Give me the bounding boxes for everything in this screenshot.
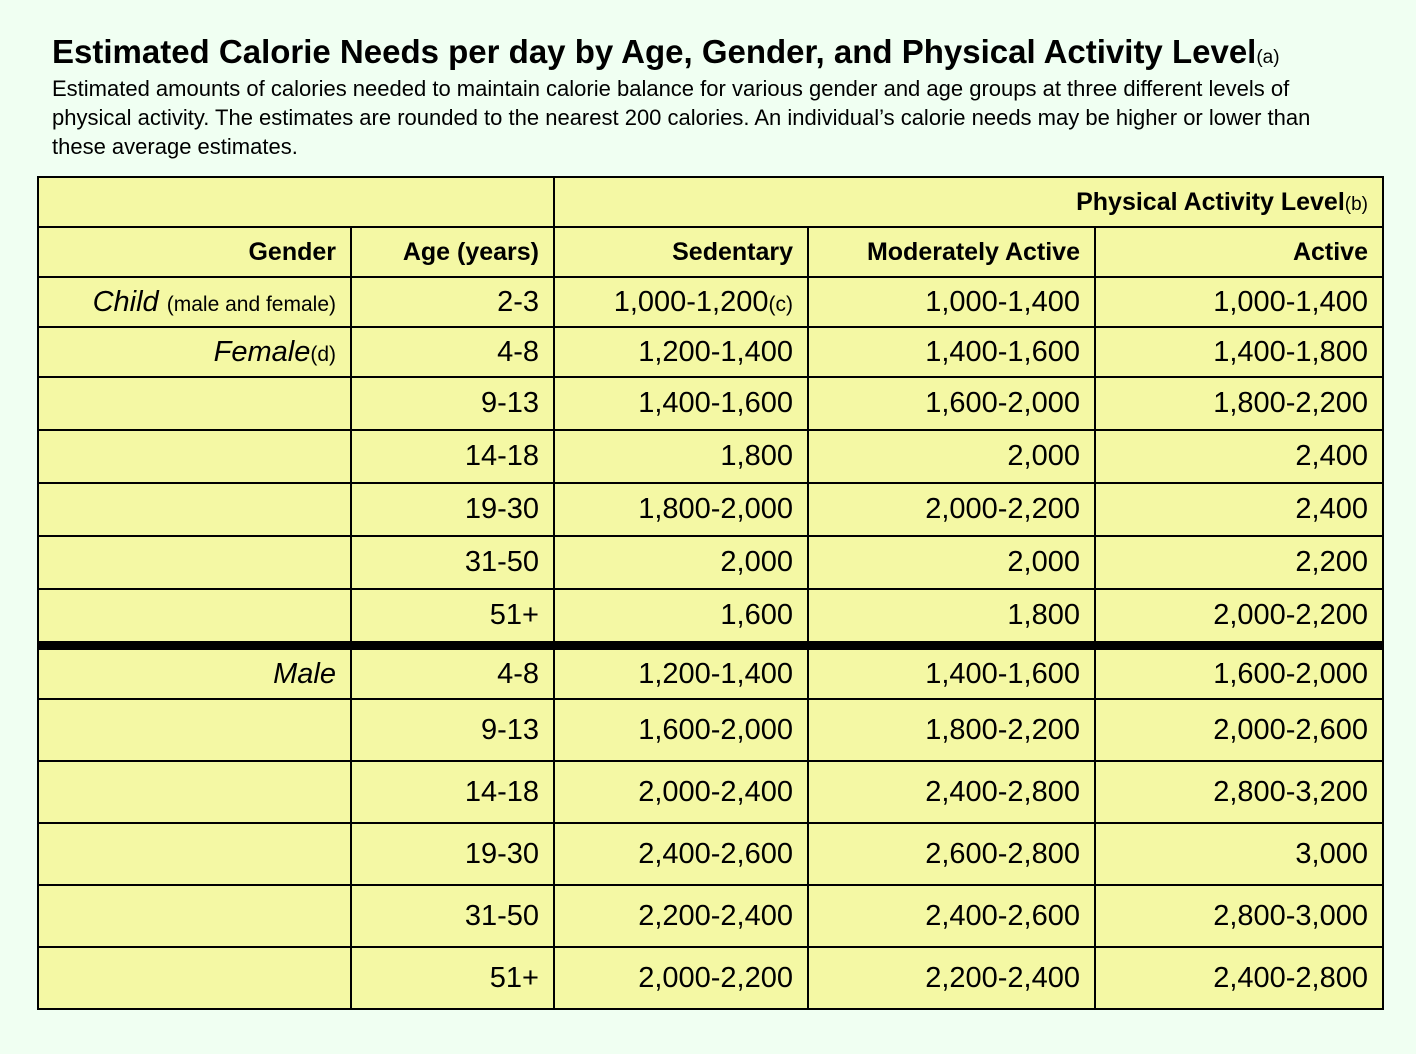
moderate-cell: 2,400-2,600 [808, 885, 1095, 947]
table-row-female [38, 327, 1383, 377]
table-row [38, 699, 1383, 761]
moderate-cell: 2,400-2,800 [808, 761, 1095, 823]
title-footnote-marker: (a) [1256, 47, 1280, 68]
moderate-cell: 2,000-2,200 [808, 483, 1095, 536]
sedentary-cell: 1,600 [554, 589, 808, 646]
header-empty-cell [38, 177, 554, 227]
physical-activity-footnote-marker: (b) [1344, 193, 1368, 215]
gender-label-female: Female [213, 335, 311, 368]
column-header-moderately-active: Moderately Active [808, 227, 1095, 277]
gender-label-child: Child [92, 285, 159, 318]
gender-cell-empty [38, 823, 351, 885]
sedentary-cell: 1,800-2,000 [554, 483, 808, 536]
table-header-row-group [38, 177, 1383, 227]
age-cell: 14-18 [351, 761, 554, 823]
table-row [38, 885, 1383, 947]
moderate-cell: 1,800 [808, 589, 1095, 646]
active-cell: 2,800-3,200 [1095, 761, 1383, 823]
moderate-cell: 1,600-2,000 [808, 377, 1095, 430]
table-row-male [38, 646, 1383, 700]
gender-cell-empty [38, 885, 351, 947]
title-text: Estimated Calorie Needs per day by Age, Gender, and Physical Activity Level [52, 33, 1257, 70]
sedentary-cell: 1,800 [554, 430, 808, 483]
sedentary-cell: 2,400-2,600 [554, 823, 808, 885]
age-cell: 14-18 [351, 430, 554, 483]
active-cell: 2,400 [1095, 430, 1383, 483]
physical-activity-level-header [554, 177, 1383, 227]
moderate-cell: 1,400-1,600 [808, 646, 1095, 700]
active-cell: 2,000-2,200 [1095, 589, 1383, 646]
table-row-child [38, 277, 1383, 327]
page-title [52, 33, 1280, 71]
moderate-cell: 2,200-2,400 [808, 947, 1095, 1009]
moderate-cell: 2,000 [808, 430, 1095, 483]
active-cell: 1,000-1,400 [1095, 277, 1383, 327]
age-cell: 51+ [351, 947, 554, 1009]
sedentary-cell: 2,000-2,200 [554, 947, 808, 1009]
active-cell: 1,800-2,200 [1095, 377, 1383, 430]
sedentary-footnote-marker: (c) [768, 292, 793, 316]
gender-cell-empty [38, 699, 351, 761]
sedentary-cell: 1,200-1,400 [554, 646, 808, 700]
age-cell: 19-30 [351, 823, 554, 885]
sedentary-cell: 1,400-1,600 [554, 377, 808, 430]
table-row [38, 536, 1383, 589]
sedentary-cell: 1,200-1,400 [554, 327, 808, 377]
moderate-cell: 2,600-2,800 [808, 823, 1095, 885]
table-row [38, 377, 1383, 430]
age-cell: 19-30 [351, 483, 554, 536]
age-cell: 9-13 [351, 699, 554, 761]
table-row [38, 761, 1383, 823]
age-cell: 31-50 [351, 885, 554, 947]
age-cell: 2-3 [351, 277, 554, 327]
gender-note-child: (male and female) [166, 292, 336, 316]
table-row-section-end [38, 589, 1383, 646]
active-cell: 2,000-2,600 [1095, 699, 1383, 761]
column-header-age: Age (years) [351, 227, 554, 277]
active-cell: 2,400 [1095, 483, 1383, 536]
active-cell: 1,400-1,800 [1095, 327, 1383, 377]
gender-cell-empty [38, 589, 351, 646]
sedentary-cell: 2,000-2,400 [554, 761, 808, 823]
age-cell: 51+ [351, 589, 554, 646]
table-row [38, 430, 1383, 483]
age-cell: 4-8 [351, 327, 554, 377]
table-header-row [38, 227, 1383, 277]
age-cell: 9-13 [351, 377, 554, 430]
gender-cell-female [38, 327, 351, 377]
gender-cell-empty [38, 536, 351, 589]
gender-cell-child [38, 277, 351, 327]
gender-cell-empty [38, 483, 351, 536]
moderate-cell: 1,800-2,200 [808, 699, 1095, 761]
calorie-table [37, 176, 1384, 1010]
table-row [38, 483, 1383, 536]
gender-cell-empty [38, 377, 351, 430]
active-cell: 2,200 [1095, 536, 1383, 589]
sedentary-cell [554, 277, 808, 327]
physical-activity-level-label: Physical Activity Level [1076, 187, 1345, 216]
column-header-sedentary: Sedentary [554, 227, 808, 277]
moderate-cell: 1,000-1,400 [808, 277, 1095, 327]
active-cell: 2,400-2,800 [1095, 947, 1383, 1009]
moderate-cell: 1,400-1,600 [808, 327, 1095, 377]
column-header-gender: Gender [38, 227, 351, 277]
column-header-active: Active [1095, 227, 1383, 277]
gender-cell-empty [38, 761, 351, 823]
gender-cell-empty [38, 947, 351, 1009]
female-footnote-marker: (d) [310, 342, 336, 366]
description: Estimated amounts of calories needed to maintain calorie balance for various gender and age groups at three different levels of physical activity. The estimates are rounded to the nearest 200 calories. An individual’s calorie needs may be higher or lower than these average estimates. [52, 76, 1311, 159]
sedentary-cell: 1,600-2,000 [554, 699, 808, 761]
table-row [38, 947, 1383, 1009]
sedentary-cell: 2,000 [554, 536, 808, 589]
gender-cell-empty [38, 430, 351, 483]
moderate-cell: 2,000 [808, 536, 1095, 589]
age-cell: 4-8 [351, 646, 554, 700]
sedentary-value: 1,000-1,200 [613, 285, 769, 318]
active-cell: 2,800-3,000 [1095, 885, 1383, 947]
active-cell: 3,000 [1095, 823, 1383, 885]
active-cell: 1,600-2,000 [1095, 646, 1383, 700]
age-cell: 31-50 [351, 536, 554, 589]
gender-cell-male: Male [38, 646, 351, 700]
table-row [38, 823, 1383, 885]
sedentary-cell: 2,200-2,400 [554, 885, 808, 947]
